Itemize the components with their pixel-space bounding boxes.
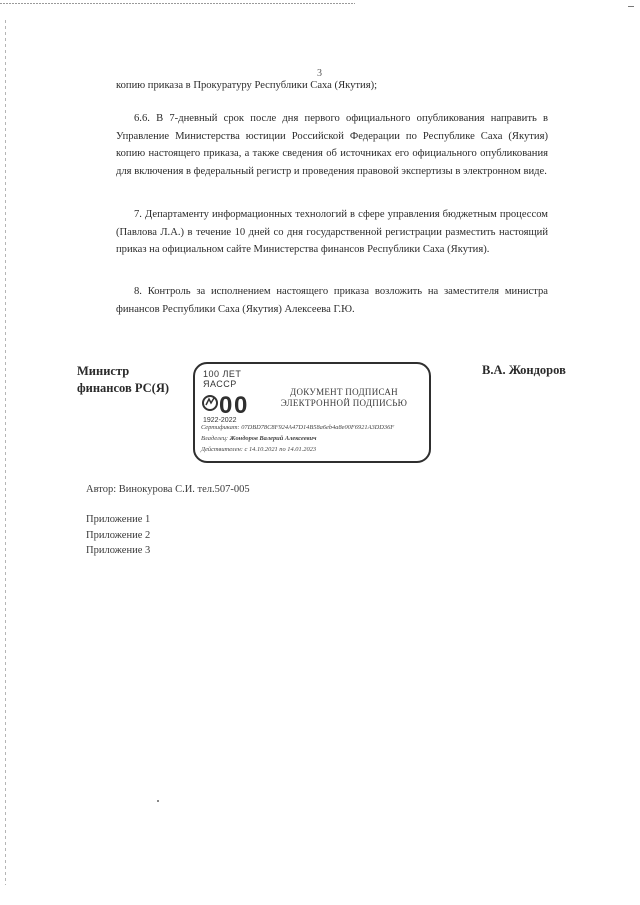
owner-value: Жондоров Валерий Алексеевич bbox=[229, 435, 317, 442]
validity-value: с 14.10.2021 по 14.01.2023 bbox=[244, 446, 317, 453]
author-line: Автор: Винокурова С.И. тел.507-005 bbox=[86, 484, 250, 495]
svg-text:0: 0 bbox=[219, 392, 233, 417]
signatory-title bbox=[77, 363, 169, 397]
svg-text:0: 0 bbox=[234, 392, 248, 417]
appendix-item: Приложение 2 bbox=[86, 529, 151, 541]
logo-years: 1922-2022 bbox=[203, 417, 237, 424]
paragraph-6-6 bbox=[116, 110, 548, 180]
certificate-label: Сертификат: bbox=[201, 424, 240, 431]
paragraph-text: копию приказа в Прокуратуру Республики Саха (Якутия); bbox=[116, 80, 378, 91]
certificate-line bbox=[201, 424, 394, 432]
scan-edge-top bbox=[0, 3, 355, 4]
certificate-value: 07DBD78C8F924A47D14B58a6eb4a8e00F6921A3DD36F bbox=[241, 424, 395, 431]
owner-label: Владелец: bbox=[201, 435, 229, 442]
appendix-item: Приложение 1 bbox=[86, 514, 151, 525]
scan-mark bbox=[628, 6, 634, 7]
appendix-list bbox=[86, 512, 150, 559]
validity-line bbox=[201, 446, 316, 454]
signatory-title-line1: Министр bbox=[77, 364, 130, 378]
paragraph-text: 6.6. В 7-дневный срок после дня первого официального опубликования направить в Управление Министерства юстиции Российской Федерации по Республике Саха (Якутия) копию настоящего приказа, а также сведения об источниках его официального опубликования для включения в федеральный регистр и проведения правовой экспертизы в электронном виде. bbox=[116, 113, 548, 177]
electronic-signature-stamp bbox=[193, 362, 431, 463]
owner-line bbox=[201, 435, 316, 443]
signatory-name: В.А. Жондоров bbox=[482, 363, 566, 377]
scan-edge-left bbox=[5, 20, 6, 885]
paragraph-6-5-continuation bbox=[116, 77, 548, 95]
paragraph-8 bbox=[116, 283, 548, 318]
paragraph-text: 7. Департаменту информационных технологий в сфере управления бюджетным процессом (Павлова Л.А.) в течение 10 дней со дня государственной регистрации разместить настоящий приказ на официальном сайте Министерства финансов Республики Саха (Якутия). bbox=[116, 209, 548, 256]
stamp-heading-line2: ЭЛЕКТРОННОЙ ПОДПИСЬЮ bbox=[280, 398, 408, 408]
validity-label: Действителен: bbox=[201, 446, 243, 453]
paragraph-text: 8. Контроль за исполнением настоящего приказа возложить на заместителя министра финансов Республики Саха (Якутия) Алексеева Г.Ю. bbox=[116, 286, 548, 315]
logo-caption-top: 100 ЛЕТ bbox=[203, 369, 242, 379]
stamp-heading-line1: ДОКУМЕНТ ПОДПИСАН bbox=[290, 387, 398, 397]
signatory-title-line2: финансов РС(Я) bbox=[77, 381, 170, 395]
anniversary-logo bbox=[201, 369, 255, 425]
logo-caption-middle: ЯАССР bbox=[203, 379, 237, 389]
appendix-item: Приложение 3 bbox=[86, 545, 151, 556]
anniversary-emblem-icon bbox=[201, 389, 255, 417]
stamp-heading bbox=[259, 387, 429, 409]
scan-speck bbox=[157, 800, 159, 802]
page-number: 3 bbox=[317, 68, 322, 79]
paragraph-7 bbox=[116, 206, 548, 259]
